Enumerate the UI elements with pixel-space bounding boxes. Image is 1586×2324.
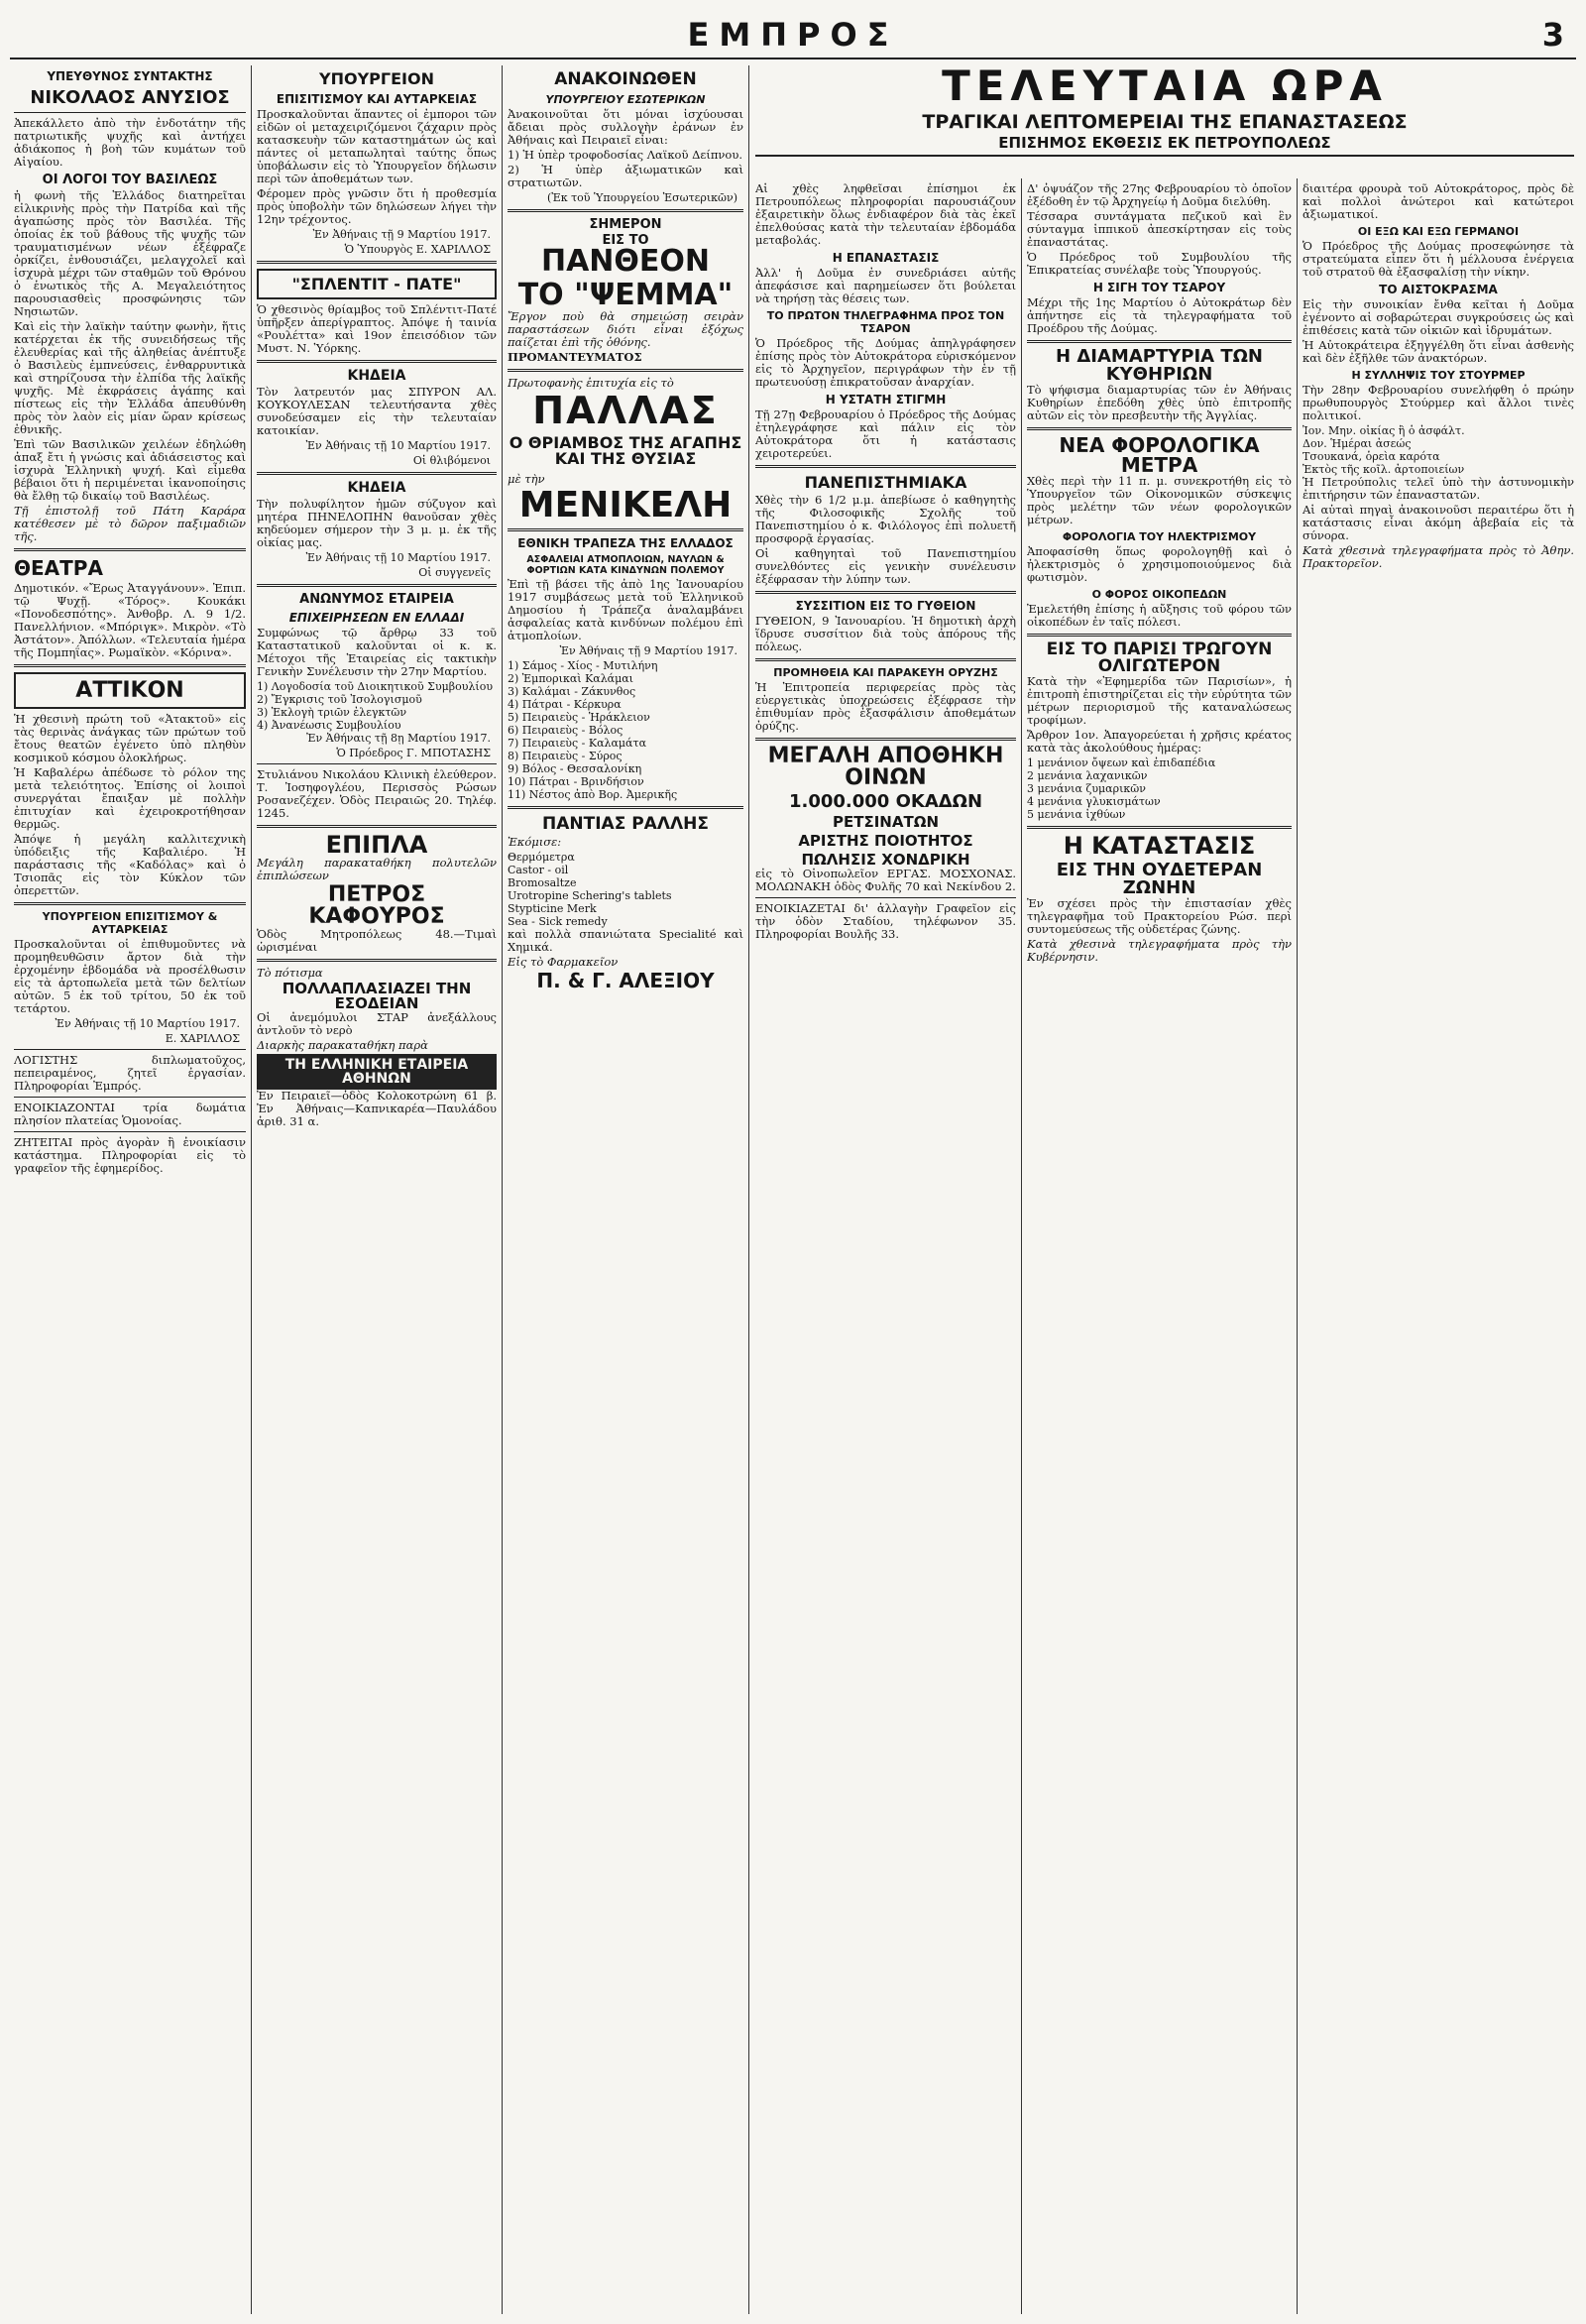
notice-date: Ἐν Ἀθήναις τῇ 10 Μαρτίου 1917. [305, 551, 491, 564]
windmill-line: Διαρκὴς παρακαταθήκη παρὰ [257, 1038, 428, 1052]
wine-address: εἰς τὸ Οἰνοπωλεῖον ΕΡΓΑΣ. ΜΟΣΧΟΝΑΣ. ΜΟΛΩΝΑΚΗ ὁδὸς Φυλῆς 70 καὶ Νεκίνδου 2. [755, 867, 1016, 893]
wine-type: ΡΕΤΣΙΝΑΤΩΝ [833, 813, 939, 831]
pantheon-heading: ΠΑΝΘΕΟΝ [540, 244, 711, 279]
wine-sale: ΠΩΛΗΣΙΣ ΧΟΝΔΡΙΚΗ [801, 851, 970, 869]
announcement-paragraph: 1) Ἡ ὑπὲρ τροφοδοσίας Λαϊκοῦ Δείπνου. [508, 148, 742, 162]
furniture-heading: ΕΠΙΠΛΑ [325, 831, 428, 859]
classified-ad: ΖΗΤΕΙΤΑΙ πρὸς ἀγορὰν ἢ ἐνοικίασιν κατάστημα. Πληροφορίαι εἰς τὸ γραφεῖον τῆς ἐφημερίδος. [14, 1135, 246, 1175]
pharmacy-subheading: Ἐκόμισε: [508, 835, 562, 849]
article-paragraph: Ἀποφασίσθη ὅπως φορολογηθῇ καὶ ὁ ἠλεκτρισμὸς ὁ χρησιμοποιούμενος διὰ φωτισμὸν. [1027, 544, 1292, 584]
list-item: 3) Ἐκλογὴ τριῶν ἐλεγκτῶν [257, 706, 407, 719]
article-paragraph: Τέσσαρα συντάγματα πεζικοῦ καὶ ἓν σύνταγμα ἱππικοῦ ἀπεσκίρτησαν εἰς τοὺς ἐπαναστάτας. [1027, 209, 1292, 249]
article-heading: Η ΥΣΤΑΤΗ ΣΤΙΓΜΗ [825, 393, 947, 407]
list-item: 5 μενάνια ἰχθύων [1027, 808, 1126, 821]
announcement-subheading: ΥΠΟΥΡΓΕΙΟΥ ΕΣΩΤΕΡΙΚΩΝ [545, 93, 706, 106]
article-heading: Η ΣΙΓΗ ΤΟΥ ΤΣΑΡΟΥ [1092, 281, 1226, 294]
last-hour-banner [755, 61, 1574, 157]
company-heading: ΑΝΩΝΥΜΟΣ ΕΤΑΙΡΕΙΑ [299, 592, 454, 607]
wine-quality: ΑΡΙΣΤΗΣ ΠΟΙΟΤΗΤΟΣ [798, 832, 973, 850]
cinema-line: μὲ τὴν [508, 472, 545, 486]
announcement-paragraph: Ἀνακοινοῦται ὅτι μόναι ἰσχύουσαι ἄδειαι πρὸς συλλογὴν ἐράνων ἐν Ἀθήναις καὶ Πειραιεῖ εἶναι: [508, 107, 743, 147]
paris-heading: ΕΙΣ ΤΟ ΠΑΡΙΣΙ ΤΡΩΓΟΥΝ ΟΛΙΓΩΤΕΡΟΝ [1046, 639, 1273, 676]
article-paragraph: Ἐπὶ τῶν Βασιλικῶν χειλέων ἐδηλώθη ἀπαξ ἔτι ἡ γνώσις καὶ ἀδιάσειστος καὶ ἰσχυρὰ Ἑλληνικὴ ψυχή. Καὶ εἶμεθα βέβαιοι ὅτι ἡ περιμένεται ἱκανοποίησις θὰ ἔλθῃ τῷ δικαίῳ τοῦ Βασιλέως. [14, 437, 246, 503]
psemma-heading: ΤΟ "ΨΕΜΜΑ" [517, 278, 734, 312]
pharmacy-heading: ΠΑΝΤΙΑΣ ΡΑΛΛΗΣ [542, 814, 709, 834]
wine-quantity: 1.000.000 ΟΚΑΔΩΝ [788, 791, 983, 812]
route-list [508, 659, 743, 801]
column-3 [508, 65, 743, 2314]
article-paragraph: διαιτέρα φρουρὰ τοῦ Αὐτοκράτορος, πρὸς δὲ καὶ πολλοὶ ἀνώτεροι καὶ κατώτεροι ἀξιωματικοί. [1303, 182, 1574, 221]
ministry-heading: ΥΠΟΥΡΓΕΙΟΝ [319, 69, 434, 88]
article-paragraph: Αἱ χθὲς ληφθεῖσαι ἐπίσημοι ἐκ Πετρουπόλεως πληροφορίαι παρουσιάζουν ἐξαιρετικὴν ὅλως ἐνδιαφέρον διὰ τὰς ἐκεῖ ἐπελθούσας κατὰ τὴν τελευταίαν ἑβδομάδα μεταβολάς. [755, 182, 1016, 247]
article-heading: ΠΡΟΜΗΘΕΙΑ ΚΑΙ ΠΑΡΑΚΕΥΗ ΟΡΥΖΗΣ [773, 666, 998, 679]
article-paragraph: Τῇ ἐπιστολῇ τοῦ Πάτη Καράρα κατέθεσεν μὲ τὸ δῶρον παξιμαδιῶν τῆς. [14, 504, 246, 543]
windmill-paragraph: Οἱ ἀνεμόμυλοι ΣΤΑΡ ἀνεξάλλους ἀντλοῦν τὸ νερὸ [257, 1010, 497, 1037]
list-item: Ἐκτὸς τῆς κοῖλ. ἀρτοποιείων [1303, 463, 1465, 476]
cinema-line: Πρωτοφανὴς ἐπιτυχία εἰς τὸ [508, 376, 674, 390]
product-list [508, 851, 743, 928]
column-6 [1303, 182, 1574, 2314]
column-4 [755, 182, 1016, 2314]
article-paragraph: Ἄρθρον 1ον. Ἀπαγορεύεται ἡ χρῆσις κρέατος κατὰ τὰς ἀκολούθους ἡμέρας: [1027, 728, 1292, 755]
ministry-heading: ΥΠΟΥΡΓΕΙΟΝ ΕΠΙΣΙΤΙΣΜΟΥ & ΑΥΤΑΡΚΕΙΑΣ [42, 910, 218, 936]
article-paragraph: Ἡ Ἐπιτροπεία περιφερείας πρὸς τὰς εὐεργετικὰς ὑποχρεώσεις ἐξέφρασε τὴν ἐπιθυμίαν πρὸς ἐξασφάλισιν ἀποθεμάτων ὀρύζης. [755, 680, 1016, 733]
list-item: Ἰον. Μην. οἰκίας ἢ ὁ ἀσφάλτ. [1303, 424, 1465, 437]
column-1 [14, 65, 246, 2314]
page-number: 3 [1541, 16, 1564, 54]
windmill-heading: ΠΟΛΛΑΠΛΑΣΙΑΖΕΙ ΤΗΝ ΕΣΟΔΕΙΑΝ [282, 980, 472, 1012]
kafouros-heading: ΠΕΤΡΟΣ ΚΑΦΟΥΡΟΣ [308, 882, 445, 929]
pallas-heading: ΠΑΛΛΑΣ [532, 389, 719, 432]
editor-name: ΝΙΚΟΛΑΟΣ ΑΝΥΣΙΟΣ [30, 87, 230, 108]
list-item: 2 μενάνια λαχανικῶν [1027, 769, 1148, 782]
list-item: 1) Σάμος - Χίος - Μυτιλήνη [508, 659, 658, 672]
last-hour-heading: ΤΕΛΕΥΤΑΙΑ ΩΡΑ [942, 61, 1388, 110]
article-heading: Η ΣΥΛΛΗΨΙΣ ΤΟΥ ΣΤΟΥΡΜΕΡ [1351, 369, 1526, 382]
cinema-paragraph: Ὁ χθεσινὸς θρίαμβος τοῦ Σπλέντιτ-Πατέ ὑπῆρξεν ἀπερίγραπτος. Ἀπόψε ἡ ταινία «Ρουλέττα» καὶ 19ον ἐπεισόδιον τῶν Μυστ. Ν. Ὑόρκης. [257, 302, 497, 355]
situation-heading: Η ΚΑΤΑΣΤΑΣΙΣ [1063, 832, 1256, 860]
official-report-heading: ΕΠΙΣΗΜΟΣ ΕΚΘΕΣΙΣ ΕΚ ΠΕΤΡΟΥΠΟΛΕΩΣ [755, 136, 1574, 157]
bank-paragraph: Ἐπὶ τῇ βάσει τῆς ἀπὸ 1ης Ἰανουαρίου 1917 συμβάσεως μετὰ τοῦ Ἑλληνικοῦ Δημοσίου ἡ Τράπεζα ἀναλαμβάνει ἀσφαλείας κατὰ κινδύνων πολέμου ἐπὶ ἀτμοπλοίων. [508, 577, 743, 642]
article-paragraph: Εἰς τὴν συνοικίαν ἔνθα κεῖται ἡ Δοῦμα ἐγένοντο αἱ σοβαρώτεραι συγκρούσεις ὡς καὶ ἐπιθέσεις κατὰ τῶν οἰκιῶν καὶ ἱδρυμάτων. [1303, 297, 1574, 337]
article-paragraph: Ὁ Πρόεδρος τῆς Δούμας προσεφώνησε τὰ στρατεύματα εἶπεν ὅτι ἡ μέλλουσα ἐνέργεια τοῦ στρατοῦ θὰ ἐξασφαλίσῃ τὴν νίκην. [1303, 239, 1574, 279]
article-paragraph: Ἡ Αὐτοκράτειρα ἐξηγγέλθη ὅτι εἶναι ἀσθενὴς καὶ δὲν ἐξῆλθε τῶν ἀνακτόρων. [1303, 338, 1574, 365]
notice-date: Ἐν Ἀθήναις τῇ 10 Μαρτίου 1917. [305, 439, 491, 452]
article-paragraph: Καὶ εἰς τὴν λαϊκὴν ταύτην φωνὴν, ἥτις κατέρχεται ἐκ τῆς συνειδήσεως τῆς ἐλευθερίας καὶ τῆς ἀληθείας ἀνέπτυξε ὁ Βασιλεὺς ἐμπνεύσεις, ἐνθαρρυντικὰ καὶ στηρίζουσα τὴν ἐλπίδα τῆς λαϊκῆς ψυχῆς. Μὲ ἐκφράσεις ἀγάπης καὶ πίστεως εἰς τὴν Ἑλλάδα ἀπευθύνθη πρὸς τὸν λαὸν εἰς μίαν ὥραν κρίσεως ἐθνικῆς. [14, 319, 246, 436]
announcement-source: (Ἐκ τοῦ Ὑπουργείου Ἐσωτερικῶν) [547, 191, 737, 204]
note-list [1303, 424, 1574, 476]
notice-signature: Οἱ θλιβόμενοι [412, 454, 491, 467]
funeral-heading: ΚΗΔΕΙΑ [347, 368, 406, 384]
menikeli-heading: ΜΕΝΙΚΕΛΗ [518, 485, 733, 525]
notice-paragraph: Προσκαλοῦνται ἅπαντες οἱ ἐμποροι τῶν εἰδῶν οἱ μεταχειριζόμενοι ζάχαριν πρὸς κατασκευὴν τῶν καταστημάτων ὡς καὶ πάντες οἱ μεταπωληταὶ ταύτης ὅπως ὑποβάλωσιν εἰς τὸ Ὑπουργεῖον δήλωσιν περὶ τῶν ἀποθεμάτων των. [257, 107, 497, 185]
article-heading: Η ΕΠΑΝΑΣΤΑΣΙΣ [832, 251, 940, 265]
article-paragraph: Ἀπεκάλλετο ἀπὸ τὴν ἐνδοτάτην τῆς πατριωτικῆς ψυχῆς καὶ ἀντήχει ἀδιάκοπος ἡ βοὴ τῶν κυμάτων τοῦ Αἰγαίου. [14, 116, 246, 169]
today-heading: ΣΗΜΕΡΟΝ [589, 217, 662, 232]
list-item: 2) Ἔγκρισις τοῦ Ἰσολογισμοῦ [257, 693, 422, 706]
company-paragraph: Συμφώνως τῷ ἄρθρῳ 33 τοῦ Καταστατικοῦ καλοῦνται οἱ κ. κ. Μέτοχοι τῆς Ἑταιρείας εἰς τακτικὴν Γενικὴν Συνέλευσιν τὴν 27ην Μαρτίου. [257, 626, 497, 678]
newspaper-title: ΕΜΠΡΟΣ [687, 16, 899, 54]
company-address: Ἐν Πειραιεῖ—ὁδὸς Κολοκοτρώνη 61 β. Ἐν Ἀθήναις—Καπνικαρέα—Παυλάδου ἀριθ. 31 α. [257, 1089, 497, 1128]
list-item: 10) Πάτραι - Βρινδήσιον [508, 775, 644, 788]
notice-paragraph: Προσκαλοῦνται οἱ ἐπιθυμοῦντες νὰ προμηθευθῶσιν ἄρτον διὰ τὴν ἐρχομένην ἑβδομάδα νὰ προσέλθωσιν εἰς τὰ ἀρτοπωλεῖα μετὰ τῶν δελτίων αὐτῶν. 5 ἐκ τοῦ τρίτου, 50 ἐκ τοῦ τετάρτου. [14, 937, 246, 1015]
notice-date: Ἐν Ἀθήναις τῇ 8ῃ Μαρτίου 1917. [306, 732, 491, 745]
notice-signature: Ε. ΧΑΡΙΛΛΟΣ [165, 1032, 240, 1045]
article-paragraph: Αἱ αὐταὶ πηγαὶ ἀνακοινοῦσι περαιτέρω ὅτι ἡ κατάστασις εἶναι ἀκόμη ἀβεβαία εἰς τὰ σύνορα. [1303, 503, 1574, 542]
editor-heading: ΥΠΕΥΘΥΝΟΣ ΣΥΝΤΑΚΤΗΣ [47, 69, 213, 83]
list-item: 1) Λογοδοσία τοῦ Διοικητικοῦ Συμβουλίου [257, 680, 494, 693]
article-paragraph: Τὸ ψήφισμα διαμαρτυρίας τῶν ἐν Ἀθήναις Κυθηρίων ἐπεδόθη χθὲς ὑπὸ ἐπιτροπῆς αὐτῶν εἰς τὸν πρεσβευτὴν τῆς Ἀγγλίας. [1027, 383, 1292, 422]
article-paragraph: Κατὰ χθεσινὰ τηλεγραφήματα πρὸς τὸ Ἀθην. Πρακτορεῖον. [1303, 543, 1574, 570]
pharmacy-paragraph: καὶ πολλὰ σπανιώτατα Specialité καὶ Χημικά. [508, 927, 743, 954]
article-paragraph: Ἀπόψε ἡ μεγάλη καλλιτεχνικὴ ὑπόδειξις τῆς Καβαλιέρο. Ἡ παράστασις τῆς «Καδόλας» καὶ ὁ Τσιοπᾶς εἰς τὸν Κύκλον τῶν ὀπερεττῶν. [14, 832, 246, 897]
company-subheading: ΕΠΙΧΕΙΡΗΣΕΩΝ ΕΝ ΕΛΛΑΔΙ [288, 611, 465, 625]
announcement-paragraph: 2) Ἡ ὑπὲρ ἀξιωματικῶν καὶ στρατιωτῶν. [508, 163, 743, 189]
furniture-line: Μεγάλη παρακαταθήκη πολυτελῶν ἐπιπλώσεων [257, 856, 497, 882]
neutral-zone-heading: ΕΙΣ ΤΗΝ ΟΥΔΕΤΕΡΑΝ ΖΩΝΗΝ [1056, 860, 1263, 898]
list-item: 5) Πειραιεὺς - Ἡράκλειον [508, 711, 650, 724]
university-heading: ΠΑΝΕΠΙΣΤΗΜΙΑΚΑ [804, 473, 967, 492]
article-heading: Ο ΦΟΡΟΣ ΟΙΚΟΠΕΔΩΝ [1091, 588, 1227, 601]
article-heading: ΟΙ ΛΟΓΟΙ ΤΟΥ ΒΑΣΙΛΕΩΣ [42, 173, 218, 187]
column-2 [257, 65, 497, 2314]
funeral-heading: ΚΗΔΕΙΑ [347, 480, 406, 496]
list-item: 1 μενάνιον ὄψεων καὶ ἐπιδαπέδια [1027, 756, 1216, 769]
column-rule [1021, 178, 1022, 2314]
article-paragraph: Κατὰ χθεσινὰ τηλεγραφήματα πρὸς τὴν Κυβέρνησιν. [1027, 937, 1292, 964]
article-paragraph: Ἡ χθεσινὴ πρώτη τοῦ «Ἀτακτοῦ» εἰς τὰς θερινὰς ἀνάγκας τῶν πρώτων τοῦ ἔτους θεατῶν ἐγένετο ὑπὸ πληθὺν κοσμικοῦ κόσμου ὀλοκλήρως. [14, 712, 246, 764]
list-item: 3 μενάνια ζυμαρικῶν [1027, 782, 1146, 795]
list-item: Θερμόμετρα [508, 851, 575, 864]
company-banner: ΤΗ ΕΛΛΗΝΙΚΗ ΕΤΑΙΡΕΙΑ ΑΘΗΝΩΝ [257, 1054, 497, 1090]
article-paragraph: Οἱ καθηγηταὶ τοῦ Πανεπιστημίου συνελθόντες εἰς γενικὴν συνέλευσιν ἐξέφρασαν τὴν λύπην των. [755, 546, 1016, 586]
theatre-listings: Δημοτικόν. «Ἔρως Ἀταγγάνουν». Ἐπιπ. τῷ Ψυχῇ. «Τόρος». Κουκάκι «Πονοδεσπότης». Ἀνθοβρ. Λ. 9 1/2. Πανελλήνιον. «Μπόριγκ». Μικρὸν. «Τὸ Ἀστάτον». Ἀπόλλων. «Τελευταία ἡμέρα τῆς Πομπηΐας». Ρωμαϊκὸν. «Κόρινα». [14, 581, 246, 659]
column-5 [1027, 182, 1292, 2314]
list-item: 4) Ἀνανέωσις Συμβουλίου [257, 719, 401, 732]
section-heading-theatra: ΘΕΑΤΡΑ [14, 556, 103, 580]
article-paragraph: ἡ φωνὴ τῆς Ἑλλάδος διατηρεῖται εἰλικρινὴς πρὸς τὴν Πατρίδα καὶ τῆς ἀγαπώσης πρὸς τὸν Βασιλέα. Τῆς ὁποίας ἐκ τοῦ βάθους τῆς ψυχῆς τῶν τραυματισμένων νέων ἐξέφραζε ὁρκίζει, ἐνθουσιάζει, μελαγχολεῖ καὶ ἰσχυρὰ μέχρι τῶν σταθμῶν τοῦ Θρόνου ὁ ἑνωτικὸς τῆς Α. Μεγαλειότητος παρουσιασθεὶς προσφώνησις τῶν Νησιωτῶν. [14, 188, 246, 318]
notice-paragraph: Φέρομεν πρὸς γνῶσιν ὅτι ἡ προθεσμία πρὸς ὑποβολὴν τῶν δηλώσεων λήγει τὴν 12ην τρέχοντος. [257, 186, 497, 226]
notice-date: Ἐν Ἀθήναις τῇ 10 Μαρτίου 1917. [55, 1017, 240, 1030]
splendid-heading: "ΣΠΛΕΝΤΙΤ - ΠΑΤΕ" [257, 269, 497, 299]
revolution-heading: ΤΡΑΓΙΚΑΙ ΛΕΠΤΟΜΕΡΕΙΑΙ ΤΗΣ ΕΠΑΝΑΣΤΑΣΕΩΣ [922, 111, 1408, 133]
announcement-heading: ΑΝΑΚΟΙΝΩΘΕΝ [554, 69, 697, 89]
pallas-subheading: Ο ΘΡΙΑΜΒΟΣ ΤΗΣ ΑΓΑΠΗΣ ΚΑΙ ΤΗΣ ΘΥΣΙΑΣ [509, 433, 742, 468]
article-heading: ΟΙ ΕΞΩ ΚΑΙ ΕΞΩ ΓΕΡΜΑΝΟΙ [1357, 225, 1520, 238]
notice-signature: Οἱ συγγενεῖς [418, 566, 491, 579]
article-heading: ΣΥΣΣΙΤΙΟΝ ΕΙΣ ΤΟ ΓΥΘΕΙΟΝ [795, 599, 976, 613]
classified-ad: ΕΝΟΙΚΙΑΖΟΝΤΑΙ τρία δωμάτια πλησίον πλατείας Ὁμονοίας. [14, 1101, 246, 1127]
masthead [10, 10, 1576, 59]
list-item: 4 μενάνια γλυκισμάτων [1027, 795, 1161, 808]
bank-subheading: ΑΣΦΑΛΕΙΑΙ ΑΤΜΟΠΛΟΙΩΝ, ΝΑΥΛΩΝ & ΦΟΡΤΙΩΝ ΚΑΤΑ ΚΙΝΔΥΝΩΝ ΠΟΛΕΜΟΥ [526, 554, 725, 576]
tax-heading: ΝΕΑ ΦΟΡΟΛΟΓΙΚΑ ΜΕΤΡΑ [1059, 433, 1260, 477]
article-heading: ΤΟ ΑΙΣΤΟΚΡΑΣΜΑ [1379, 283, 1498, 296]
wine-heading: ΜΕΓΑΛΗ ΑΠΟΘΗΚΗ ΟΙΝΩΝ [767, 744, 1004, 790]
notice-signature: Ὁ Ὑπουργὸς Ε. ΧΑΡΙΛΛΟΣ [344, 243, 491, 256]
list-item: Castor - oil [508, 864, 569, 876]
bank-heading: ΕΘΝΙΚΗ ΤΡΑΠΕΖΑ ΤΗΣ ΕΛΛΑΔΟΣ [517, 536, 734, 550]
article-paragraph: Ἐμελετήθη ἐπίσης ἡ αὔξησις τοῦ φόρου τῶν οἰκοπέδων ἐν ταῖς πόλεσι. [1027, 602, 1292, 629]
list-item: 8) Πειραιεὺς - Σύρος [508, 750, 623, 762]
notice-date: Ἐν Ἀθήναις τῇ 9 Μαρτίου 1917. [312, 228, 491, 241]
article-paragraph: Ἡ Πετρούπολις τελεῖ ὑπὸ τὴν ἀστυνομικὴν ἐπιτήρησιν τῶν ἐπαναστατῶν. [1303, 475, 1574, 502]
alexiou-heading: Π. & Γ. ΑΛΕΞΙΟΥ [536, 969, 715, 992]
list-item: 11) Νέστος ἀπὸ Βορ. Ἀμερικῆς [508, 788, 678, 801]
pharmacy-line: Εἰς τὸ Φαρμακεῖον [508, 955, 619, 969]
article-paragraph: Ὁ Πρόεδρος τῆς Δούμας ἀπηλγράφησεν ἐπίσης πρὸς τὸν Αὐτοκράτορα εὑρισκόμενον εἰς τὸ Ἀρχηγεῖον, περιγράφων τὴν ἐν τῇ πρωτευούσῃ ἐπικρατοῦσαν ἀναρχίαν. [755, 336, 1016, 389]
article-paragraph: Ἡ Καβαλέρω ἀπέδωσε τὸ ρόλον της μετὰ τελειότητος. Ἐπίσης οἱ λοιποὶ συνεργάται ἔπαιξαν μὲ πολλὴν ἐπιτυχίαν καὶ ἐχειροκροτήθησαν θερμῶς. [14, 765, 246, 831]
clinic-ad: Στυλιάνου Νικολάου Κλινικὴ ἐλεύθερον. Τ. Ἰοσηφογλέου, Περισσὸς Ρώσων Ροσανεζέχεν. Ὁδὸς Πειραιῶς 20. Τηλέφ. 1245. [257, 767, 497, 820]
cinema-line: ΠΡΟΜΑΝΤΕΥΜΑΤΟΣ [508, 350, 642, 364]
article-paragraph: Δ' ὀψυάζον τῆς 27ης Φεβρουαρίου τὸ ὁποῖον ἐξέδοθη ἐν τῷ Ἀρχηγείῳ ἡ Δοῦμα διελύθη. [1027, 182, 1292, 208]
article-paragraph: Ὁ Πρόεδρος τοῦ Συμβουλίου τῆς Ἐπικρατείας συνέλαβε τοὺς Ὑπουργούς. [1027, 250, 1292, 277]
article-paragraph: Ἐν σχέσει πρὸς τὴν ἐπιστασίαν χθὲς τηλεγραφῆμα τοῦ Πρακτορείου Ρώσ. περὶ συντομεύσεως τῆς οὐδετέρας ζώνης. [1027, 896, 1292, 936]
kythira-heading: Η ΔΙΑΜΑΡΤΥΡΙΑ ΤΩΝ ΚΥΘΗΡΙΩΝ [1056, 346, 1263, 385]
article-heading: ΦΟΡΟΛΟΓΙΑ ΤΟΥ ΗΛΕΚΤΡΙΣΜΟΥ [1062, 530, 1257, 543]
list-item: 3) Καλάμαι - Ζάκυνθος [508, 685, 636, 698]
menu-list [1027, 756, 1292, 821]
column-rule [748, 65, 749, 2314]
list-item: 6) Πειραιεὺς - Βόλος [508, 724, 623, 737]
agenda-list [257, 680, 497, 732]
column-rule [1297, 178, 1298, 2314]
list-item: 2) Ἐμπορικαὶ Καλάμαι [508, 672, 633, 685]
list-item: Τσουκανά, ὁρεὶα καρότα [1303, 450, 1440, 463]
article-paragraph: Μέχρι τῆς 1ης Μαρτίου ὁ Αὐτοκράτωρ δὲν ἀπήντησε εἰς τὰ τηλεγραφήματα τοῦ Προέδρου τῆς Δούμας. [1027, 295, 1292, 335]
list-item: Δον. Ἡμέραι ἀσεώς [1303, 437, 1412, 450]
article-paragraph: Ἀλλ' ἡ Δοῦμα ἐν συνεδριάσει αὐτῆς ἀπεφάσισε καὶ παρημείωσεν ὅτι βούλεται νὰ τηρήσῃ τὰς θέσεις των. [755, 266, 1016, 305]
windmill-line: Τὸ πότισμα [257, 966, 323, 980]
classified-ad: ΛΟΓΙΣΤΗΣ διπλωματοῦχος, πεπειραμένος, ζητεῖ ἐργασίαν. Πληροφορίαι Ἐμπρός. [14, 1053, 246, 1093]
classified-ad: ΕΝΟΙΚΙΑΖΕΤΑΙ δι' ἀλλαγὴν Γραφεῖον εἰς τὴν ὁδὸν Σταδίου, τηλέφωνον 35. Πληροφορίαι Βουλῆς 33. [755, 901, 1016, 941]
article-paragraph: Κατὰ τὴν «Ἐφημερίδα τῶν Παρισίων», ἡ ἐπιτροπὴ ἐπιστηρίζεται εἰς τὴν εὐρύτητα τῶν μέτρων περιορισμοῦ τῆς καταναλώσεως τροφίμων. [1027, 674, 1292, 727]
list-item: 4) Πάτραι - Κέρκυρα [508, 698, 622, 711]
article-paragraph: Χθὲς τὴν 6 1/2 μ.μ. ἀπεβίωσε ὁ καθηγητὴς τῆς Φιλοσοφικῆς Σχολῆς τοῦ Πανεπιστημίου ὁ κ. Φιλόλογος ἐπὶ πολυετῆ προσφορᾷ ἐργασίας. [755, 493, 1016, 545]
pantheon-prefix: ΕΙΣ ΤΟ [602, 233, 649, 248]
notice-date: Ἐν Ἀθήναις τῇ 9 Μαρτίου 1917. [559, 644, 737, 657]
funeral-paragraph: Τὴν πολυφίλητον ἡμῶν σύζυγον καὶ μητέρα ΠΗΝΕΛΟΠΗΝ θανοῦσαν χθὲς κηδεύομεν σήμερον τὴν 3 μ. μ. ἐκ τῆς οἰκίας μας. [257, 497, 497, 549]
attikon-heading: ΑΤΤΙΚΟΝ [14, 672, 246, 709]
column-rule [502, 65, 503, 2314]
ministry-subheading: ΕΠΙΣΙΤΙΣΜΟΥ ΚΑΙ ΑΥΤΑΡΚΕΙΑΣ [276, 92, 478, 106]
funeral-paragraph: Τὸν λατρευτόν μας ΣΠΥΡΟΝ ΑΛ. ΚΟΥΚΟΥΛΕΣΑΝ τελευτήσαντα χθὲς συνοδεύσαμεν εἰς τὴν τελευταίαν κατοικίαν. [257, 385, 497, 437]
cinema-paragraph: Ἔργον ποὺ θὰ σημειώσῃ σειρὰν παραστάσεων διότι εἶναι ἐξόχως παίζεται ἐπὶ τῆς ὀθόνης. [508, 309, 743, 349]
article-paragraph: Τὴν 28ην Φεβρουαρίου συνελήφθη ὁ πρώην πρωθυπουργὸς Στούρμερ καὶ ἄλλοι τινὲς πολιτικοί. [1303, 383, 1574, 422]
list-item: 7) Πειραιεὺς - Καλαμάτα [508, 737, 646, 750]
notice-signature: Ὁ Πρόεδρος Γ. ΜΠΟΤΑΣΗΣ [336, 747, 491, 759]
kafouros-address: Ὁδὸς Μητροπόλεως 48.—Τιμαὶ ὡρισμέναι [257, 927, 497, 954]
article-heading: ΤΟ ΠΡΩΤΟΝ ΤΗΛΕΓΡΑΦΗΜΑ ΠΡΟΣ ΤΟΝ ΤΣΑΡΟΝ [766, 309, 1005, 335]
list-item: Urotropine Schering's tablets [508, 889, 672, 902]
article-paragraph: Τῇ 27ῃ Φεβρουαρίου ὁ Πρόεδρος τῆς Δούμας ἐτηλεγράφησε καὶ πάλιν εἰς τὸν Αὐτοκράτορα ὅτι ἡ κατάστασις χειροτερεύει. [755, 407, 1016, 460]
list-item: Sea - Sick remedy [508, 915, 608, 928]
column-rule [251, 65, 252, 2314]
article-paragraph: ΓΥΘΕΙΟΝ, 9 Ἰανουαρίου. Ἡ δημοτικὴ ἀρχὴ ἵδρυσε συσσίτιον διὰ τοὺς ἀπόρους τῆς πόλεως. [755, 614, 1016, 653]
list-item: Bromosaltze [508, 876, 577, 889]
list-item: Stypticine Merk [508, 902, 597, 915]
article-paragraph: Χθὲς περὶ τὴν 11 π. μ. συνεκροτήθη εἰς τὸ Ὑπουργεῖον τῶν Οἰκονομικῶν σύσκεψις πρὸς μελέτην τῶν νέων φορολογικῶν μέτρων. [1027, 474, 1292, 526]
list-item: 9) Βόλος - Θεσσαλονίκη [508, 762, 642, 775]
